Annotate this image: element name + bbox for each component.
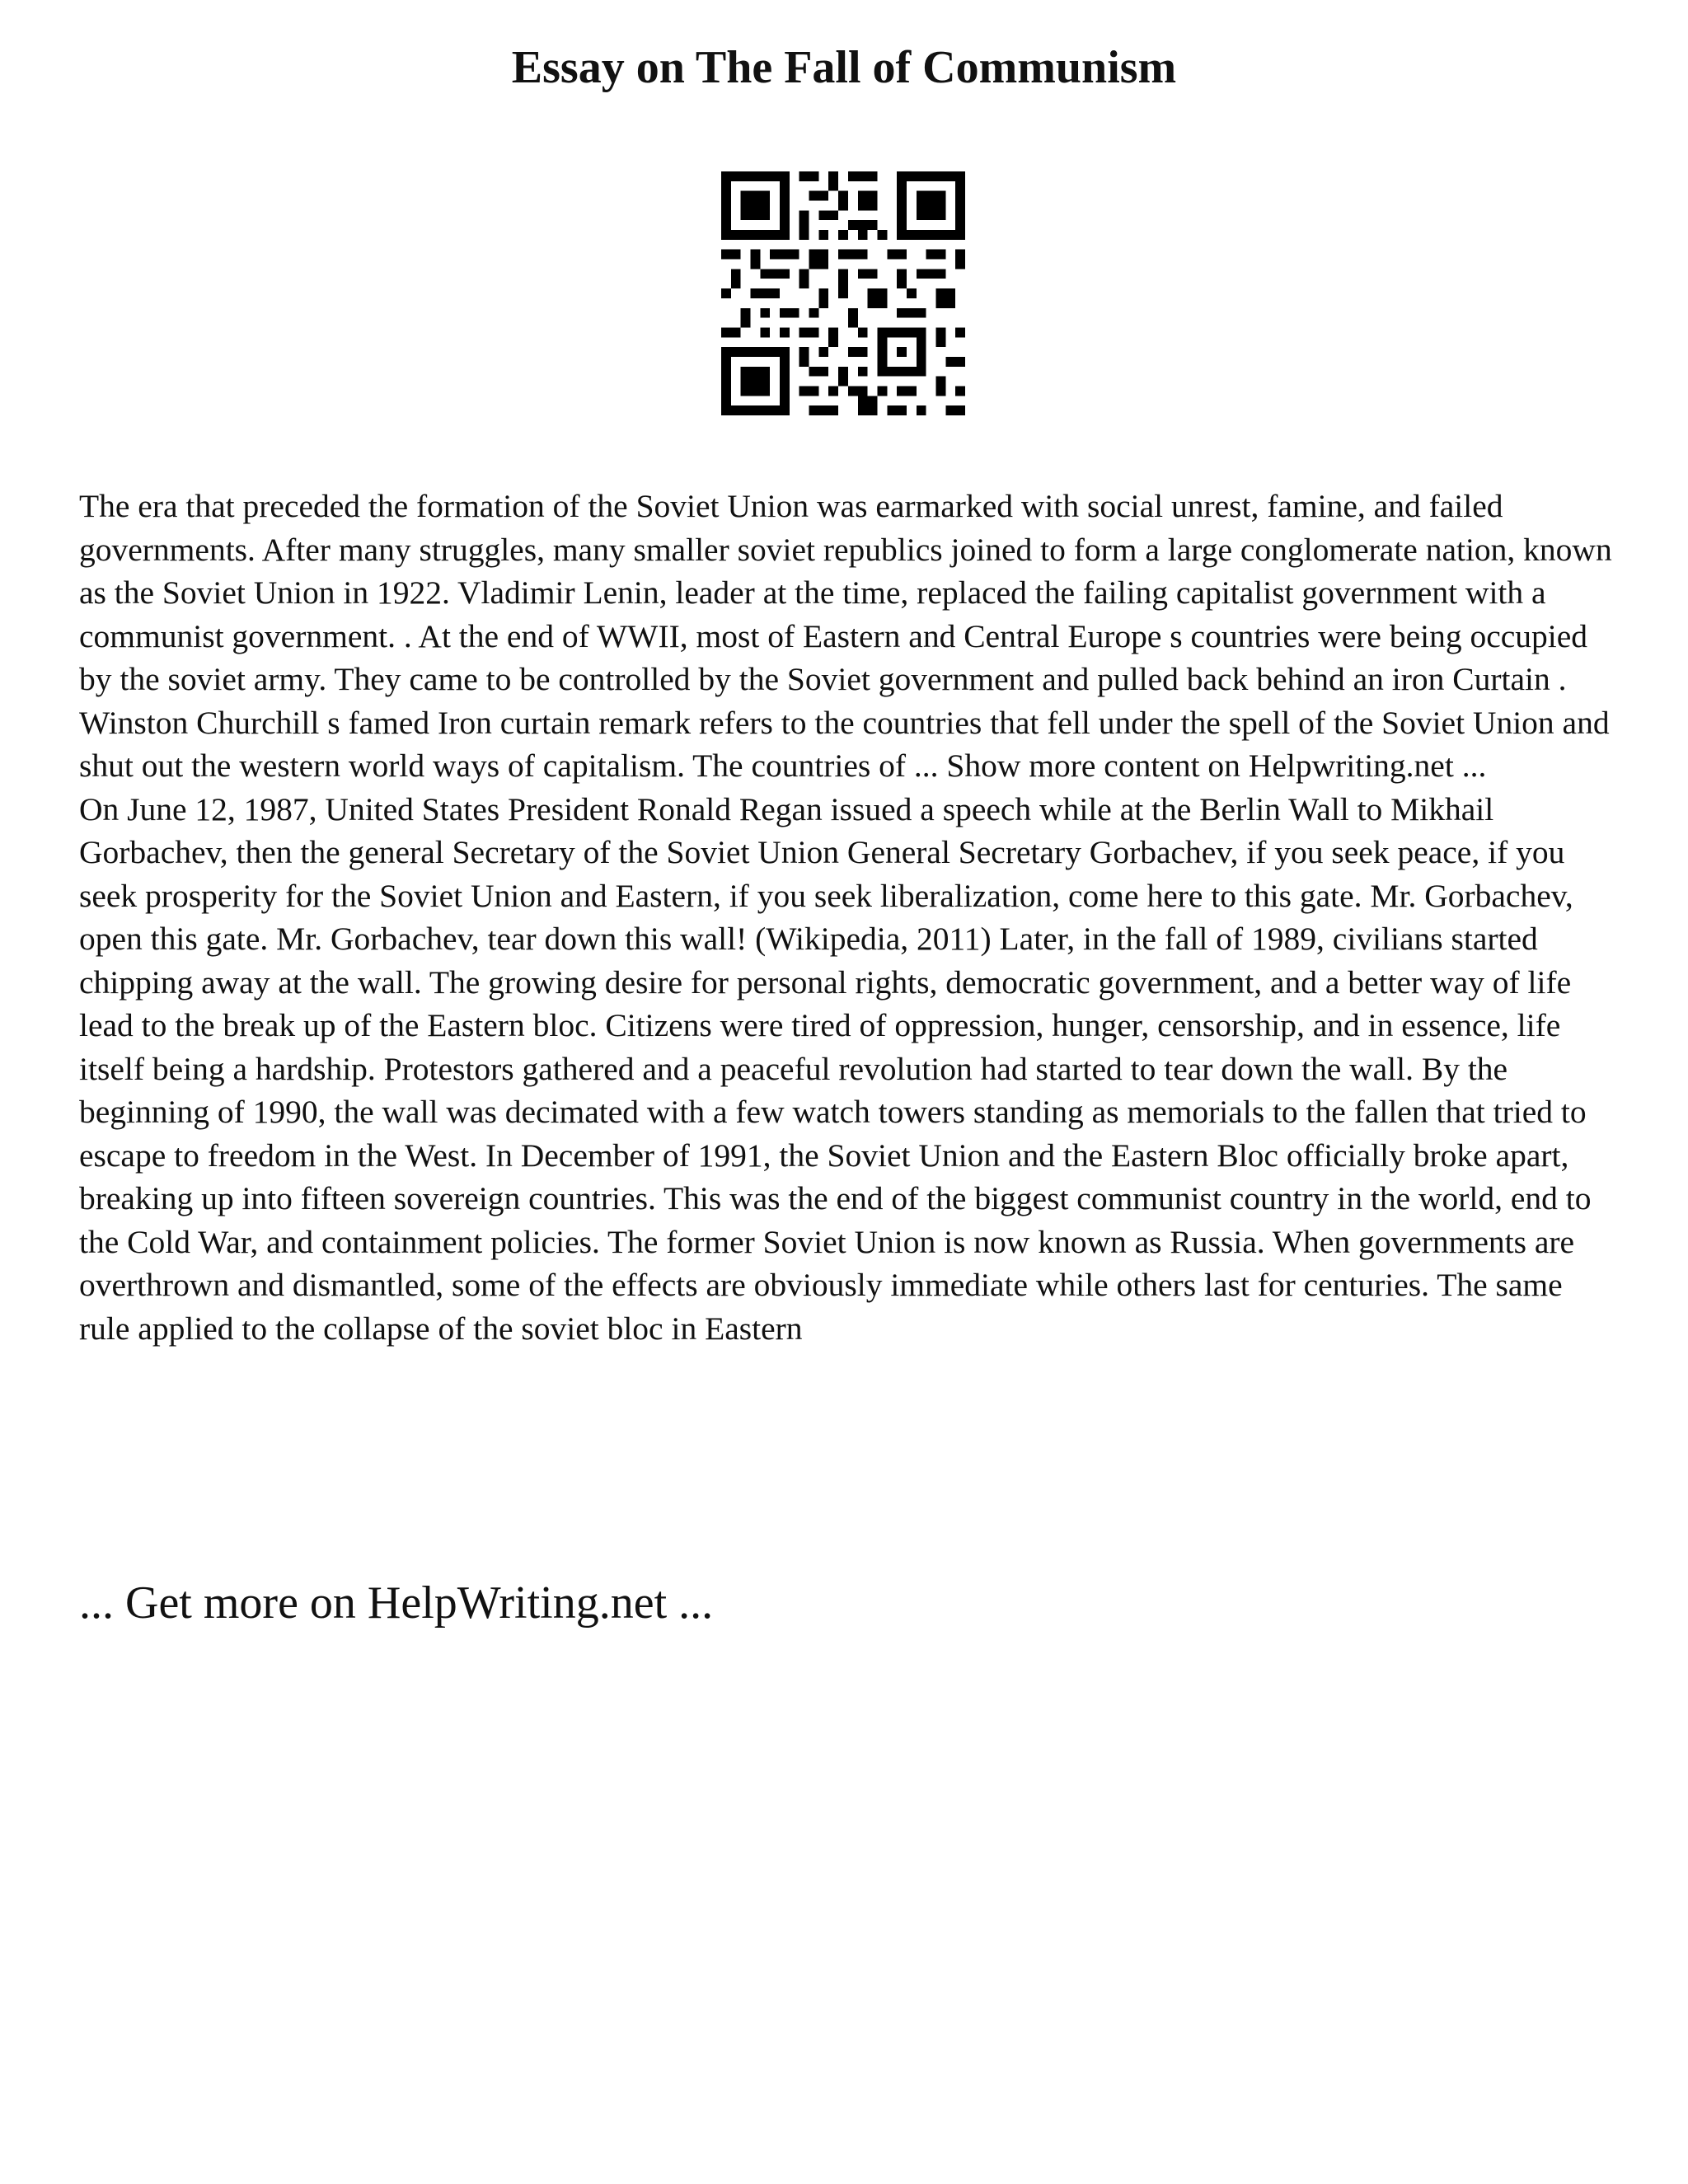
get-more-link[interactable]: ... Get more on HelpWriting.net ... [79, 1577, 714, 1629]
qr-code-graphic [721, 171, 965, 415]
qr-code-icon [721, 171, 965, 415]
essay-paragraph: The era that preceded the formation of the Soviet Union was earmarked with social unrest, famine, and failed governments. After many struggles, many smaller soviet republics joined to form a large conglomerate nation, known as the Soviet Union in 1922. Vladimir Lenin, leader at the time, replaced the failing capitalist government with a communist government. . At the end of WWII, most of Eastern and Central Europe s countries were being occupied by the soviet army. They came to be controlled by the Soviet government and pulled back behind an iron Curtain . Winston Churchill s famed Iron curtain remark refers to the countries that fell under the spell of the Soviet Union and shut out the western world ways of capitalism. The countries of ... Show more content on Helpwriting.net ... [79, 488, 1612, 784]
page-title: Essay on The Fall of Communism [511, 42, 1177, 93]
essay-body [79, 485, 1620, 1350]
essay-paragraph: On June 12, 1987, United States President Ronald Regan issued a speech while at the Berlin Wall to Mikhail Gorbachev, then the general Secretary of the Soviet Union General Secretary Gorbachev, if you seek peace, if you seek prosperity for the Soviet Union and Eastern, if you seek liberalization, come here to this gate. Mr. Gorbachev, open this gate. Mr. Gorbachev, tear down this wall! (Wikipedia, 2011) Later, in the fall of 1989, civilians started chipping away at the wall. The growing desire for personal rights, democratic government, and a better way of life lead to the break up of the Eastern bloc. Citizens were tired of oppression, hunger, censorship, and in essence, life itself being a hardship. Protestors gathered and a peaceful revolution had started to tear down the wall. By the beginning of 1990, the wall was decimated with a few watch towers standing as memorials to the fallen that tried to escape to freedom in the West. In December of 1991, the Soviet Union and the Eastern Bloc officially broke apart, breaking up into fifteen sovereign countries. This was the end of the biggest communist country in the world, end to the Cold War, and containment policies. The former Soviet Union is now known as Russia. When governments are overthrown and dismantled, some of the effects are obviously immediate while others last for centuries. The same rule applied to the collapse of the soviet bloc in Eastern [79, 790, 1592, 1347]
